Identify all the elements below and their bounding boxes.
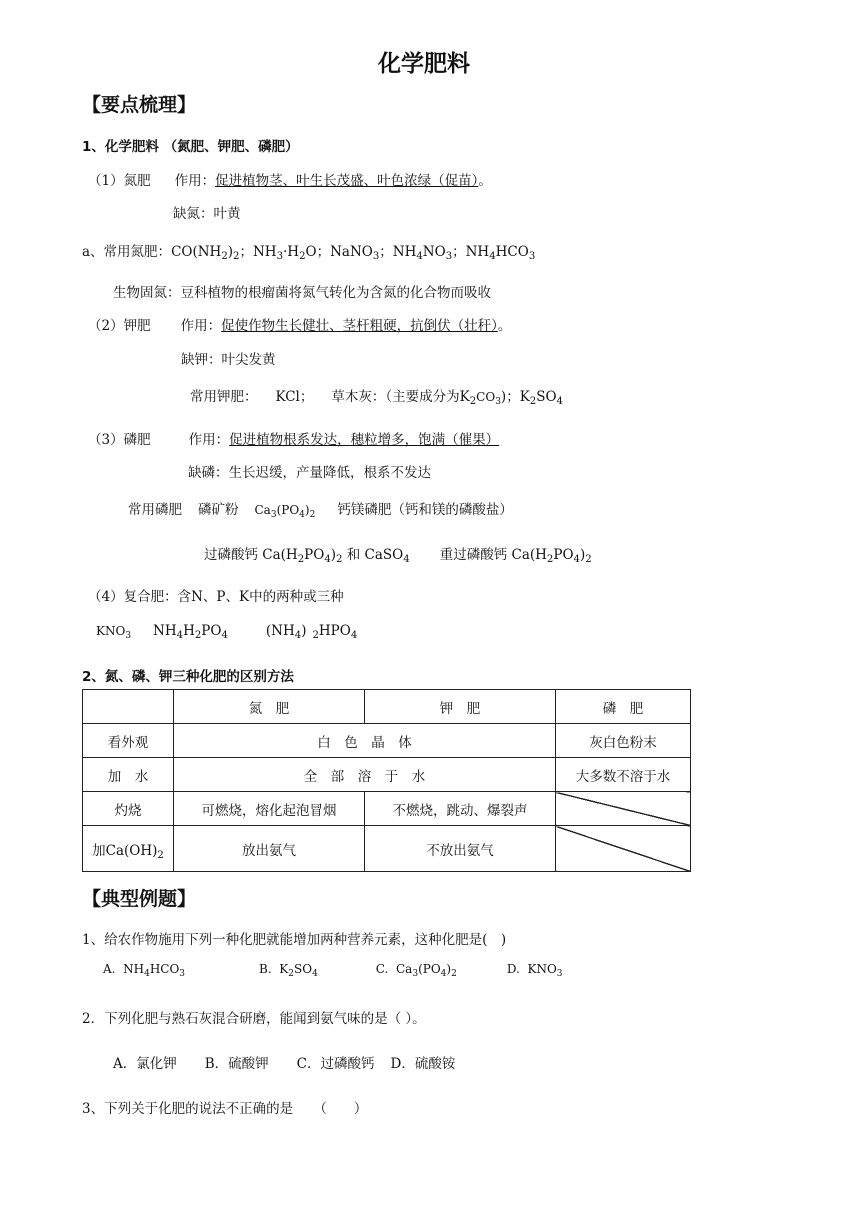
- q1-option-b: B. $K_2SO_4$: [259, 962, 318, 979]
- table-row: [83, 690, 691, 724]
- section-heading-examples: 【典型例题】: [82, 888, 197, 910]
- row-label-caoh2: 加$Ca(OH)_2$: [83, 826, 174, 872]
- potassium-common: 常用钾肥： KCl； 草木灰：（主要成分为$K_2CO_3$)；$K_2SO_4$: [190, 389, 563, 407]
- superphosphate-line: 过磷酸钙 $Ca(H_2PO_4)_2$ 和 CaSO$_4$ 重过磷酸钙 $Ca(H_2PO_4)_2$: [204, 547, 592, 565]
- nitrogen-lack: 缺氮：叶黄: [173, 206, 241, 222]
- compound-formulas: $KNO_3$ $NH_4H_2PO_4$ $(NH_4)$ $_2HPO_4$: [96, 623, 358, 641]
- section-heading-key-points: 【要点梳理】: [82, 94, 197, 116]
- nitrogen-function: 促进植物茎、叶生长茂盛、叶色浓绿（促苗）: [215, 173, 479, 189]
- q1-option-d: D. $KNO_3$: [506, 962, 563, 979]
- potassium-lack: 缺钾：叶尖发黄: [181, 352, 276, 368]
- table-header-empty: [83, 690, 174, 724]
- q2-option-c: C．过磷酸钙: [296, 1056, 375, 1072]
- potassium-label: （2）钾肥: [88, 318, 151, 334]
- cell-appearance-p: 灰白色粉末: [556, 724, 691, 758]
- table-row: [83, 758, 691, 792]
- bio-nitrogen-fixation: 生物固氮：豆科植物的根瘤菌将氮气转化为含氮的化合物而吸收: [113, 285, 491, 301]
- cell-caoh2-p-empty: [556, 826, 691, 872]
- compound-label: （4）复合肥：含N、P、K中的两种或三种: [88, 589, 344, 605]
- table-header-phosphorus: 磷 肥: [556, 690, 691, 724]
- cell-burn-n: 可燃烧，熔化起泡冒烟: [174, 792, 365, 826]
- nitrogen-label: （1）氮肥: [88, 173, 151, 189]
- row-label-appearance: 看外观: [83, 724, 174, 758]
- q1-option-a: A. $NH_4HCO_3$: [103, 962, 186, 979]
- row-label-burn: 灼烧: [83, 792, 174, 826]
- comparison-table: [82, 689, 691, 872]
- potassium-function: 促使作物生长健壮、茎杆粗硬，抗倒伏（壮秆）: [221, 318, 498, 334]
- phosphorus-label: （3）磷肥: [88, 432, 151, 448]
- q2-option-d: D．硫酸铵: [390, 1056, 456, 1072]
- cell-water-nk: 全 部 溶 于 水: [174, 758, 556, 792]
- cell-water-p: 大多数不溶于水: [556, 758, 691, 792]
- nitrogen-common: a、常用氮肥：$CO(NH_2)_2$；$NH_3\cdot H_2O$；NaNO$_3$；$NH_4NO_3$；$NH_4HCO_3$: [82, 244, 536, 262]
- question-2-stem: 2．下列化肥与熟石灰混合研磨，能闻到氨气味的是（ ）。: [82, 1011, 426, 1027]
- table-header-nitrogen: 氮 肥: [174, 690, 365, 724]
- nitrogen-line: （1）氮肥 作用：促进植物茎、叶生长茂盛、叶色浓绿（促苗）。: [88, 173, 492, 189]
- phosphorus-line: （3）磷肥 作用：促进植物根系发达，穗粒增多，饱满（催果）: [88, 432, 500, 448]
- question-1-options: [103, 962, 563, 979]
- row-label-water: 加 水: [83, 758, 174, 792]
- q1-option-c: C. $Ca_3(PO_4)_2$: [375, 962, 457, 979]
- table-row: [83, 724, 691, 758]
- formula-urea: $CO(NH_2)_2$；$NH_3\cdot H_2O$；NaNO$_3$；$NH_4NO_3$；$NH_4HCO_3$: [171, 244, 536, 262]
- table-row: [83, 792, 691, 826]
- question-3-stem: 3、下列关于化肥的说法不正确的是 （ ）: [82, 1101, 368, 1117]
- question-1-stem: 1、给农作物施用下列一种化肥就能增加两种营养元素，这种化肥是( ): [82, 932, 507, 948]
- q2-option-b: B．硫酸钾: [204, 1056, 269, 1072]
- table-row: [83, 826, 691, 872]
- part1-heading: 1、化学肥料 （氮肥、钾肥、磷肥）: [82, 139, 299, 155]
- cell-burn-k: 不燃烧，跳动、爆裂声: [365, 792, 556, 826]
- phosphorus-lack: 缺磷：生长迟缓，产量降低，根系不发达: [188, 465, 431, 481]
- phosphorus-function: 促进植物根系发达，穗粒增多，饱满（催果）: [229, 432, 500, 448]
- question-2-options: [113, 1052, 455, 1072]
- cell-burn-p-empty: [556, 792, 691, 826]
- phosphorus-common: 常用磷肥 磷矿粉 $Ca_3(PO_4)_2$ 钙镁磷肥（钙和镁的磷酸盐）: [128, 502, 513, 520]
- cell-appearance-nk: 白 色 晶 体: [174, 724, 556, 758]
- cell-caoh2-k: 不放出氨气: [365, 826, 556, 872]
- cell-caoh2-n: 放出氨气: [174, 826, 365, 872]
- table-header-potassium: 钾 肥: [365, 690, 556, 724]
- potassium-line: （2）钾肥 作用：促使作物生长健壮、茎杆粗硬，抗倒伏（壮秆）。: [88, 318, 512, 334]
- nitrogen-func-prefix: 作用：: [174, 173, 216, 189]
- document-title: 化学肥料: [378, 51, 470, 77]
- part2-heading: 2、氮、磷、钾三种化肥的区别方法: [82, 669, 294, 685]
- q2-option-a: A．氯化钾: [113, 1056, 177, 1072]
